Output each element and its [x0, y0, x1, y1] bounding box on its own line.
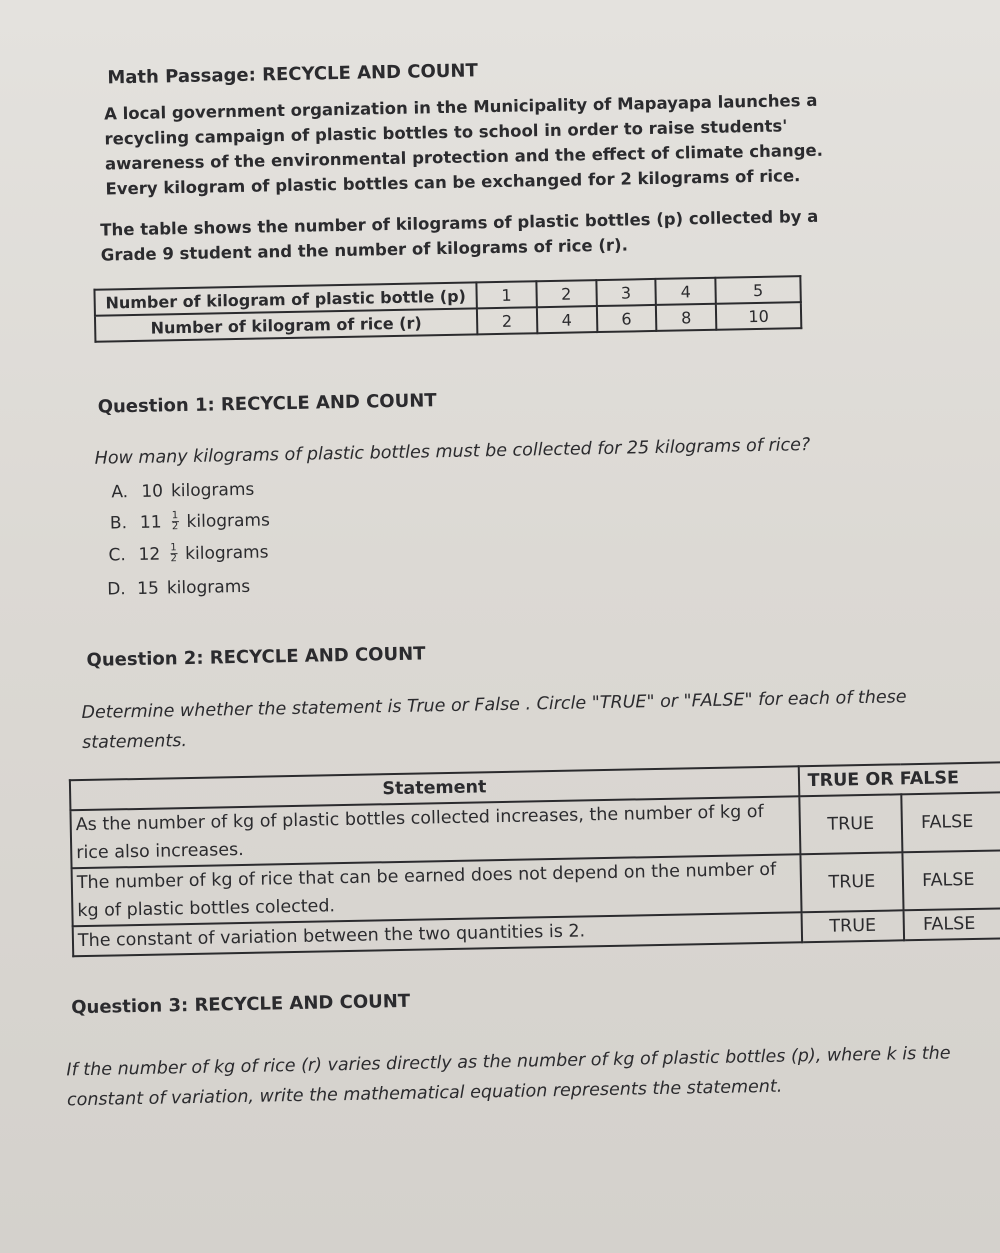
true-option[interactable]: TRUE	[799, 794, 903, 854]
option-c[interactable]	[108, 541, 268, 565]
false-option[interactable]: FALSE	[901, 792, 1000, 852]
r-cell: 10	[716, 302, 801, 330]
fraction	[170, 543, 177, 564]
option-whole: 12	[138, 544, 161, 565]
option-letter: D.	[107, 579, 126, 600]
passage-title: Math Passage: RECYCLE AND COUNT	[107, 60, 478, 89]
option-unit: kilograms	[170, 479, 255, 502]
statement-text: As the number of kg of plastic bottles collected increases, the number of kg of rice also increases.	[70, 796, 800, 868]
r-cell: 6	[596, 305, 656, 332]
option-b[interactable]	[110, 509, 270, 533]
question-3-text: If the number of kg of rice (r) varies directly as the number of kg of plastic bottles (p), where k is the constant of variation, write the mathematical equation represents the statement.	[66, 1043, 951, 1111]
p-cell: 1	[476, 281, 536, 308]
question-1-heading: Question 1: RECYCLE AND COUNT	[97, 390, 437, 418]
r-cell: 4	[537, 306, 597, 333]
true-or-false-header: TRUE OR FALSE	[798, 762, 1000, 796]
option-whole: 10	[141, 481, 164, 502]
fraction-numerator: 1	[170, 542, 177, 554]
question-2-text: Determine whether the statement is True or False . Circle "TRUE" or "FALSE" for each of these statements.	[81, 687, 907, 754]
statement-header: Statement	[70, 766, 799, 810]
fraction-denominator: 2	[170, 553, 178, 565]
option-letter: C.	[108, 544, 127, 565]
rice-row-label: Number of kilogram of rice (r)	[95, 308, 477, 341]
option-a[interactable]	[111, 480, 254, 503]
bottles-rice-table	[93, 275, 802, 343]
option-unit: kilograms	[184, 541, 269, 564]
statement-text: The number of kg of rice that can be earned does not depend on the number of kg of plastic bottles colected.	[72, 854, 802, 926]
question-3-heading: Question 3: RECYCLE AND COUNT	[71, 990, 411, 1019]
p-cell: 5	[715, 276, 800, 304]
intro-paragraph: A local government organization in the Municipality of Mapayapa launches a recycling campaign of plastic bottles to school in order to raise students' awareness of the environmental protection and the effect of climate change. Every kilogram of plastic bottles can be exchanged for 2 kilograms of rice.	[103, 90, 824, 199]
fraction	[171, 511, 178, 532]
p-cell: 4	[656, 278, 716, 305]
option-whole: 11	[139, 511, 162, 533]
option-unit: kilograms	[166, 576, 251, 599]
fraction-denominator: 2	[171, 521, 179, 533]
option-letter: A.	[111, 482, 129, 503]
plastic-row-label: Number of kilogram of plastic bottle (p)	[94, 282, 476, 315]
true-option[interactable]: TRUE	[801, 910, 904, 942]
question-2-heading: Question 2: RECYCLE AND COUNT	[86, 643, 426, 671]
false-option[interactable]: FALSE	[904, 908, 1000, 940]
option-letter: B.	[109, 512, 128, 533]
r-cell: 8	[656, 304, 716, 331]
r-cell: 2	[477, 307, 537, 334]
p-cell: 2	[536, 280, 596, 307]
fraction-numerator: 1	[171, 510, 179, 522]
false-option[interactable]: FALSE	[903, 850, 1000, 910]
true-option[interactable]: TRUE	[800, 852, 904, 912]
table-intro-paragraph: The table shows the number of kilograms of plastic bottles (p) collected by a Grade 9 student and the number of kilograms of rice (r).	[100, 206, 819, 265]
p-cell: 3	[596, 279, 656, 306]
statement-text: The constant of variation between the two quantities is 2.	[73, 912, 802, 956]
option-d[interactable]	[107, 577, 250, 600]
option-unit: kilograms	[186, 509, 271, 532]
true-false-table	[69, 761, 1000, 957]
option-whole: 15	[137, 578, 160, 599]
question-1-text: How many kilograms of plastic bottles must be collected for 25 kilograms of rice?	[94, 435, 811, 469]
